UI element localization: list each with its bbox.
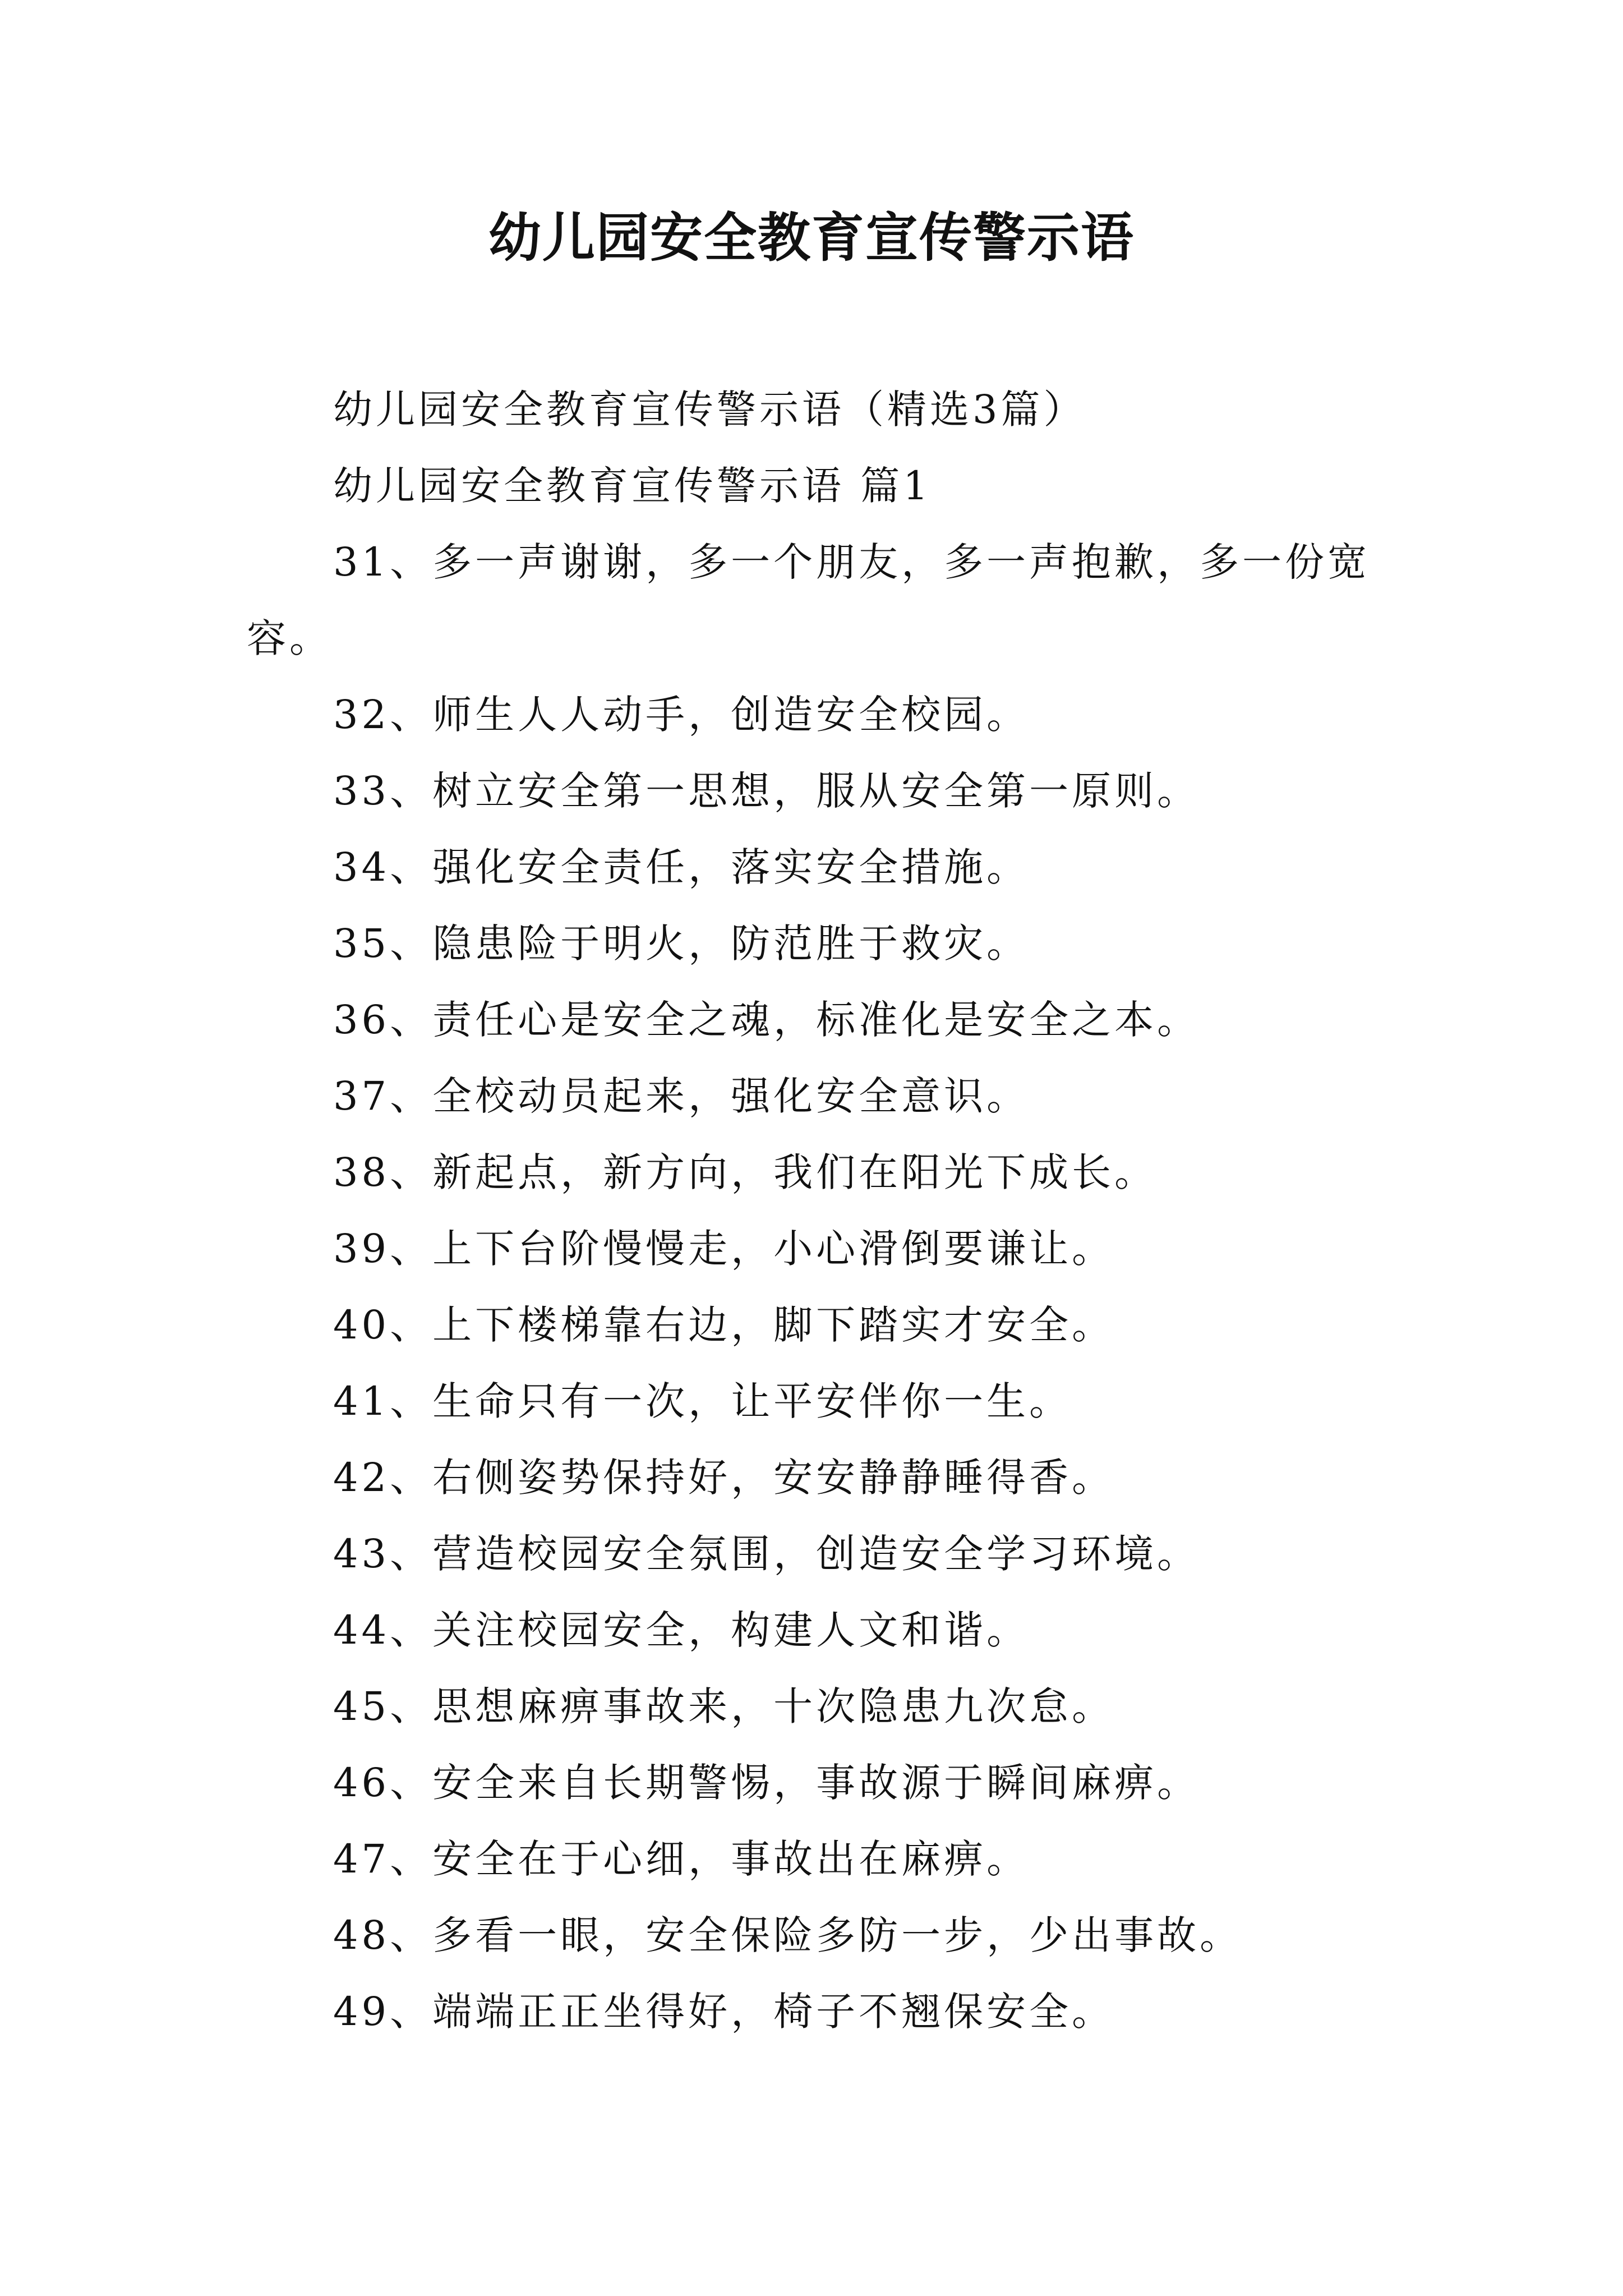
list-item: 34、强化安全责任，落实安全措施。 [333, 844, 1030, 890]
list-item: 35、隐患险于明火，防范胜于救灾。 [333, 921, 1030, 967]
list-item: 49、端端正正坐得好，椅子不翘保安全。 [333, 1989, 1115, 2035]
list-item: 43、营造校园安全氛围，创造安全学习环境。 [333, 1531, 1200, 1577]
document-subtitle: 幼儿园安全教育宣传警示语（精选3篇） [333, 386, 1086, 432]
list-item: 41、生命只有一次，让平安伴你一生。 [333, 1378, 1072, 1424]
list-item: 45、思想麻痹事故来，十次隐患九次怠。 [333, 1683, 1115, 1729]
document-body [247, 371, 1380, 2050]
list-item: 39、上下台阶慢慢走，小心滑倒要谦让。 [333, 1226, 1115, 1272]
list-item: 37、全校动员起来，强化安全意识。 [333, 1073, 1030, 1119]
list-item: 47、安全在于心细，事故出在麻痹。 [333, 1836, 1030, 1882]
list-item: 48、多看一眼，安全保险多防一步，少出事故。 [333, 1912, 1243, 1958]
section-heading: 幼儿园安全教育宣传警示语 篇1 [333, 463, 932, 509]
list-item: 32、师生人人动手，创造安全校园。 [333, 692, 1030, 738]
list-item: 38、新起点，新方向，我们在阳光下成长。 [333, 1149, 1158, 1195]
slogan-list [247, 524, 1380, 2050]
list-item: 33、树立安全第一思想，服从安全第一原则。 [333, 768, 1200, 814]
document-title: 幼儿园安全教育宣传警示语 [488, 208, 1135, 269]
list-item: 31、多一声谢谢，多一个朋友，多一声抱歉，多一份宽容。 [247, 539, 1371, 661]
list-item: 46、安全来自长期警惕，事故源于瞬间麻痹。 [333, 1760, 1200, 1806]
list-item: 40、上下楼梯靠右边，脚下踏实才安全。 [333, 1302, 1115, 1348]
list-item: 42、右侧姿势保持好，安安静静睡得香。 [333, 1455, 1115, 1501]
list-item: 36、责任心是安全之魂，标准化是安全之本。 [333, 997, 1200, 1043]
list-item: 44、关注校园安全，构建人文和谐。 [333, 1607, 1030, 1653]
